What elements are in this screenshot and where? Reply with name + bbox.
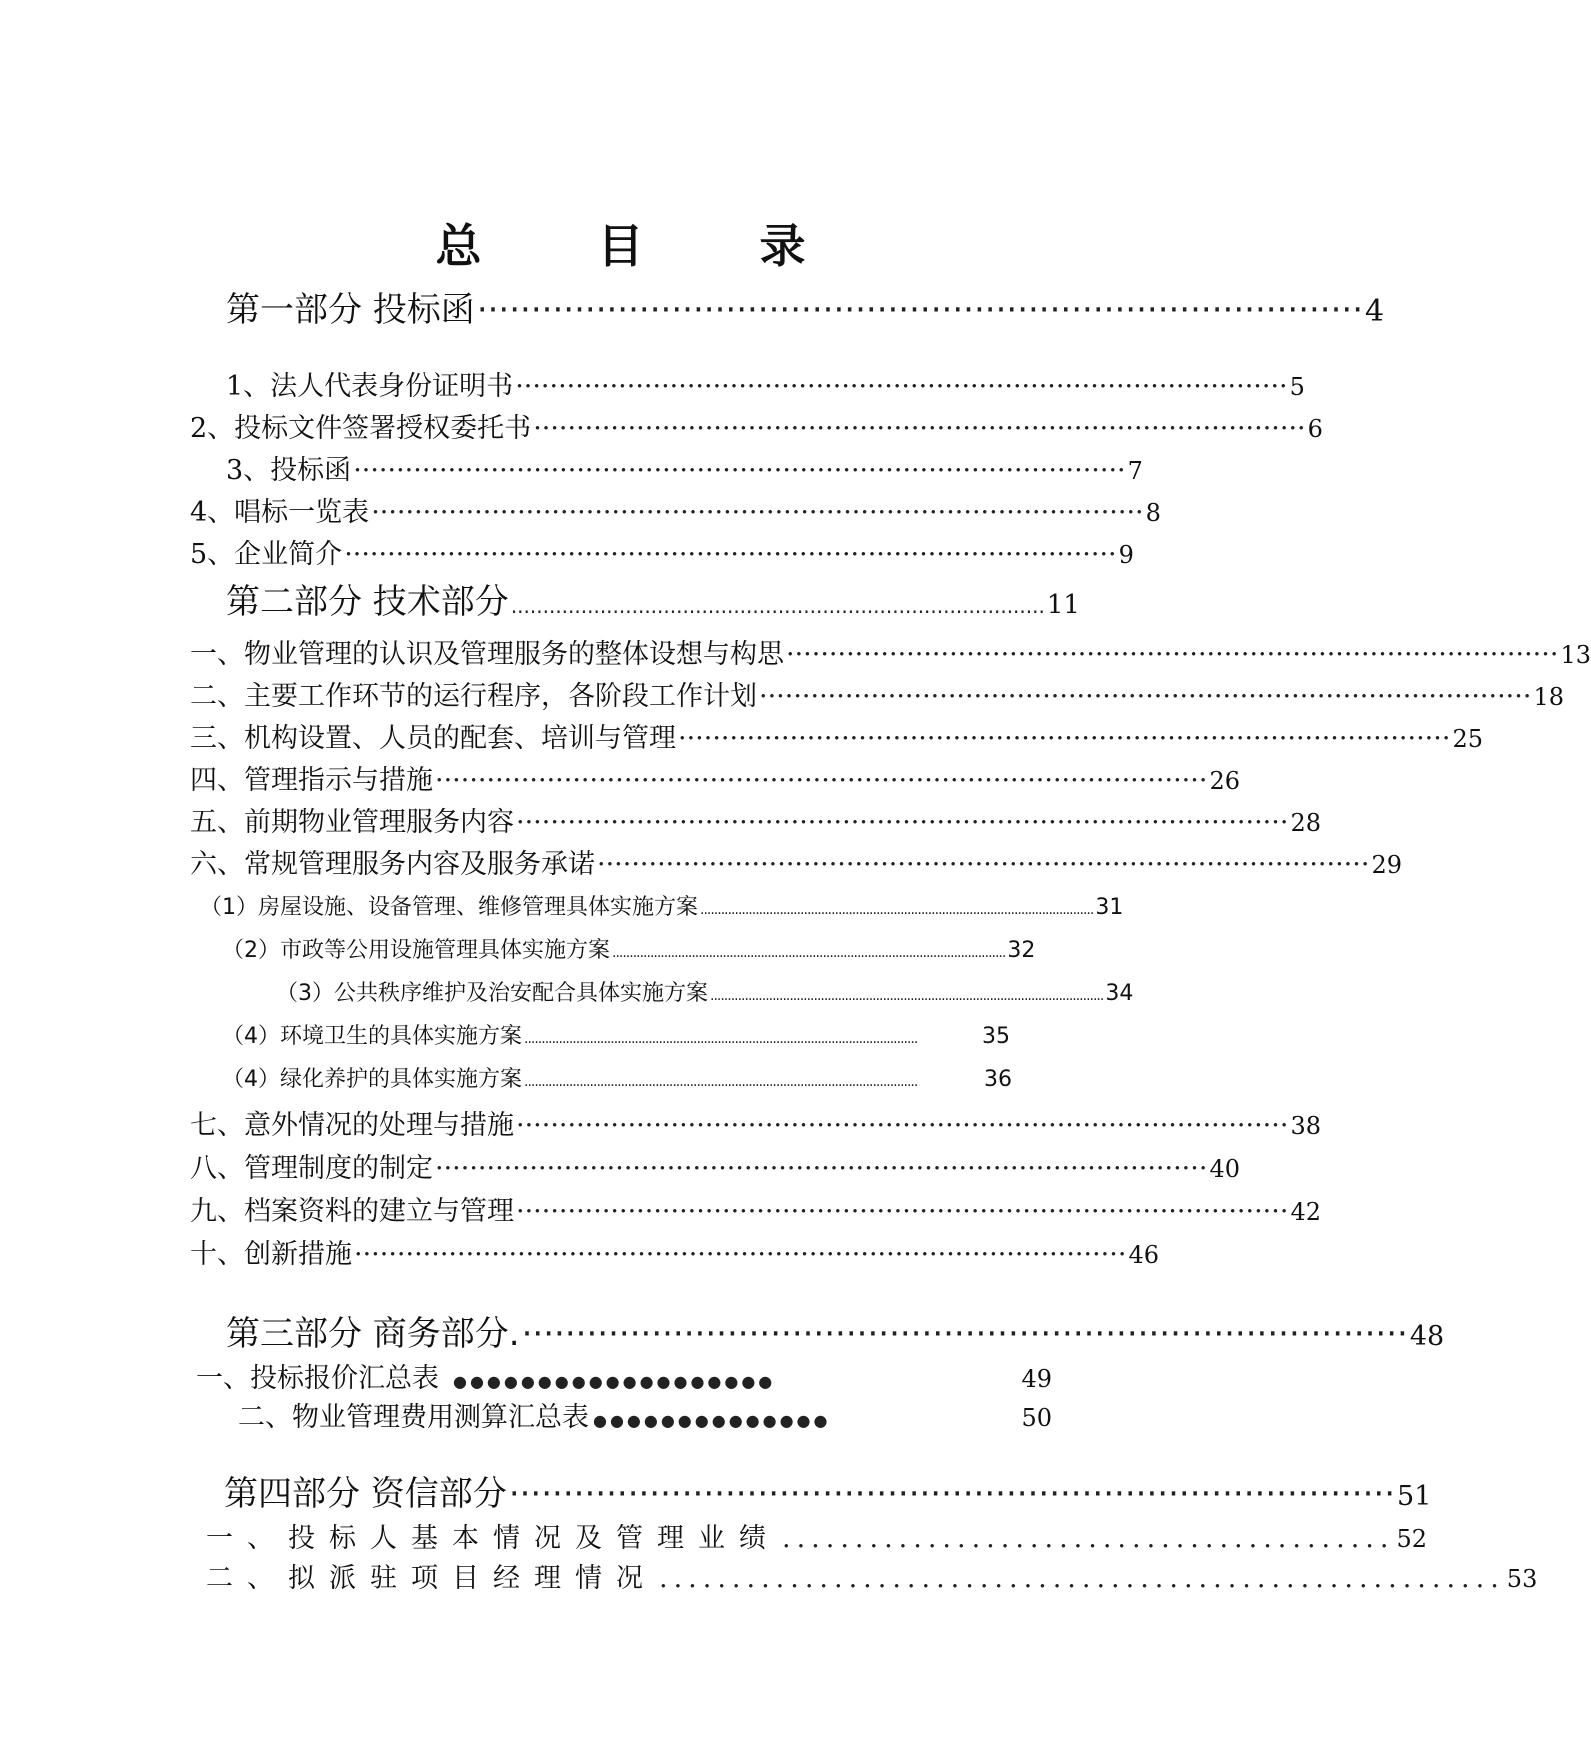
dot-leader: ..................................................................................................................: [612, 945, 1006, 961]
toc-entry-label: 3、投标函: [226, 455, 352, 486]
toc-entry: [190, 532, 1134, 571]
toc-entry-page: 18: [1533, 683, 1564, 711]
document-title: 总 目 录: [435, 219, 856, 273]
toc-entry-label: 第二部分 技术部分: [226, 582, 509, 622]
toc-entry-page: 9: [1118, 541, 1134, 569]
toc-entry-label: 第三部分 商务部分.: [226, 1314, 520, 1354]
toc-entry-label: 一、物业管理的认识及管理服务的整体设想与构思: [190, 639, 784, 670]
toc-entry-label: 八、管理制度的制定: [190, 1153, 433, 1184]
toc-entry: [190, 490, 1161, 529]
toc-entry-label: （1）房屋设施、设备管理、维修管理具体实施方案: [200, 895, 698, 920]
toc-entry-page: 8: [1145, 499, 1161, 527]
dot-leader: ..................................................................................................................: [524, 1074, 918, 1090]
toc-entry: [190, 1103, 1321, 1142]
toc-entry-label: 二、物业管理费用测算汇总表: [238, 1402, 589, 1433]
toc-entry-page: 31: [1095, 895, 1124, 920]
toc-entry-label: 第四部分 资信部分: [224, 1474, 507, 1514]
toc-entry: [196, 1356, 1052, 1395]
toc-entry-label: 五、前期物业管理服务内容: [190, 807, 514, 838]
toc-entry-page: 52: [1396, 1525, 1428, 1553]
dot-leader: ··························································································: [371, 497, 1144, 528]
toc-entry-page: 32: [1007, 938, 1036, 963]
toc-entry: [190, 1189, 1321, 1228]
toc-entry-page: 11: [1046, 590, 1080, 620]
toc-entry-page: 13: [1560, 641, 1591, 669]
toc-entry: [190, 716, 1483, 755]
toc-entry: [226, 364, 1305, 403]
toc-entry-label: 4、唱标一览表: [190, 497, 370, 528]
toc-entry-label: 5、企业简介: [190, 539, 343, 570]
toc-entry-label: 一、投标报价汇总表: [196, 1363, 439, 1394]
toc-entry: [226, 1306, 1445, 1355]
toc-entry-page: 28: [1290, 809, 1321, 837]
toc-entry: [190, 406, 1323, 445]
dot-leader: ··················································································: [476, 290, 1364, 330]
toc-entry: [206, 1556, 1538, 1595]
toc-entry: [238, 1395, 1052, 1434]
toc-entry-page: 51: [1397, 1481, 1432, 1512]
toc-entry-label: 二、拟派驻项目经理情况: [206, 1563, 657, 1594]
toc-entry-label: 2、投标文件签署授权委托书: [190, 413, 532, 444]
toc-entry-page: 36: [984, 1067, 1012, 1092]
toc-entry-page: 42: [1290, 1198, 1321, 1226]
toc-entry-page: 46: [1128, 1241, 1159, 1269]
dot-leader: ··················································································: [508, 1474, 1396, 1514]
dot-leader: ··························································································: [678, 723, 1451, 754]
dot-leader: ··························································································: [354, 1239, 1127, 1270]
toc-entry: [190, 758, 1240, 797]
dot-leader: ..................................................................................................................: [524, 1031, 918, 1047]
toc-entry: [276, 976, 1134, 1007]
toc-entry-label: （4）环境卫生的具体实施方案: [222, 1024, 522, 1049]
dot-leader: ..................................................................................................................: [700, 902, 1094, 918]
toc-entry: [190, 842, 1402, 881]
toc-entry-label: （3）公共秩序维护及治安配合具体实施方案: [276, 981, 708, 1006]
toc-entry-page: 26: [1209, 767, 1240, 795]
dot-leader: ··························································································: [515, 371, 1288, 402]
toc-entry: [190, 1232, 1159, 1271]
dot-leader: ●●●●●●●●●●●●●●: [593, 1411, 831, 1430]
toc-entry-label: 十、创新措施: [190, 1239, 352, 1270]
toc-entry: [222, 933, 1036, 964]
dot-leader: ··························································································: [786, 639, 1559, 670]
toc-entry: [222, 1019, 1010, 1050]
dot-leader: ··························································································: [435, 1153, 1208, 1184]
dot-leader: ··························································································: [533, 413, 1306, 444]
toc-entry-page: 49: [1021, 1365, 1052, 1393]
dot-leader: ....................................................................................: [510, 594, 1045, 618]
dot-leader: ··························································································: [353, 455, 1126, 486]
toc-entry-page: 35: [982, 1024, 1010, 1049]
toc-entry: [226, 448, 1143, 487]
toc-entry: [190, 674, 1564, 713]
toc-entry: [190, 1146, 1240, 1185]
dot-leader: ..........................................................: [659, 1563, 1505, 1594]
dot-leader: ··························································································: [344, 539, 1117, 570]
dot-leader: ··················································································: [521, 1314, 1408, 1354]
dot-leader: ..........................................: [782, 1523, 1395, 1554]
toc-entry-label: 1、法人代表身份证明书: [226, 371, 514, 402]
toc-entry-label: 第一部分 投标函: [226, 290, 475, 330]
toc-entry-label: 四、管理指示与措施: [190, 765, 433, 796]
toc-entry-page: 29: [1371, 851, 1402, 879]
dot-leader: ··························································································: [435, 765, 1208, 796]
dot-leader: ··························································································: [597, 849, 1370, 880]
toc-entry: [222, 1062, 1012, 1093]
dot-leader: ··························································································: [516, 1196, 1289, 1227]
toc-entry-page: 6: [1307, 415, 1323, 443]
toc-entry: [224, 1466, 1432, 1515]
dot-leader: ··························································································: [516, 807, 1289, 838]
toc-entry-label: 三、机构设置、人员的配套、培训与管理: [190, 723, 676, 754]
toc-entry: [190, 632, 1591, 671]
toc-entry-label: 二、主要工作环节的运行程序，各阶段工作计划: [190, 681, 757, 712]
dot-leader: ··························································································: [516, 1110, 1289, 1141]
toc-entry: [206, 1516, 1428, 1555]
toc-entry-page: 48: [1409, 1321, 1445, 1352]
toc-entry: [190, 800, 1321, 839]
toc-entry-label: 六、常规管理服务内容及服务承诺: [190, 849, 595, 880]
toc-entry-label: （4）绿化养护的具体实施方案: [222, 1067, 522, 1092]
toc-entry-label: 七、意外情况的处理与措施: [190, 1110, 514, 1141]
toc-entry: [226, 282, 1385, 331]
toc-entry-page: 50: [1021, 1404, 1052, 1432]
toc-entry-page: 25: [1452, 725, 1483, 753]
toc-entry-label: （2）市政等公用设施管理具体实施方案: [222, 938, 610, 963]
toc-entry-page: 5: [1289, 373, 1305, 401]
toc-entry: [200, 890, 1124, 921]
toc-entry-page: 53: [1506, 1565, 1538, 1593]
dot-leader: ●●●●●●●●●●●●●●●●●●●: [453, 1372, 776, 1391]
toc-entry-page: 34: [1105, 981, 1134, 1006]
toc-entry-page: 4: [1365, 294, 1385, 329]
dot-leader: ..................................................................................................................: [710, 988, 1104, 1004]
toc-entry-label: 九、档案资料的建立与管理: [190, 1196, 514, 1227]
toc-entry: [226, 574, 1080, 623]
toc-entry-page: 7: [1127, 457, 1143, 485]
toc-entry-label: 一、投标人基本情况及管理业绩: [206, 1523, 780, 1554]
dot-leader: ··························································································: [759, 681, 1532, 712]
toc-entry-page: 38: [1290, 1112, 1321, 1140]
toc-entry-page: 40: [1209, 1155, 1240, 1183]
